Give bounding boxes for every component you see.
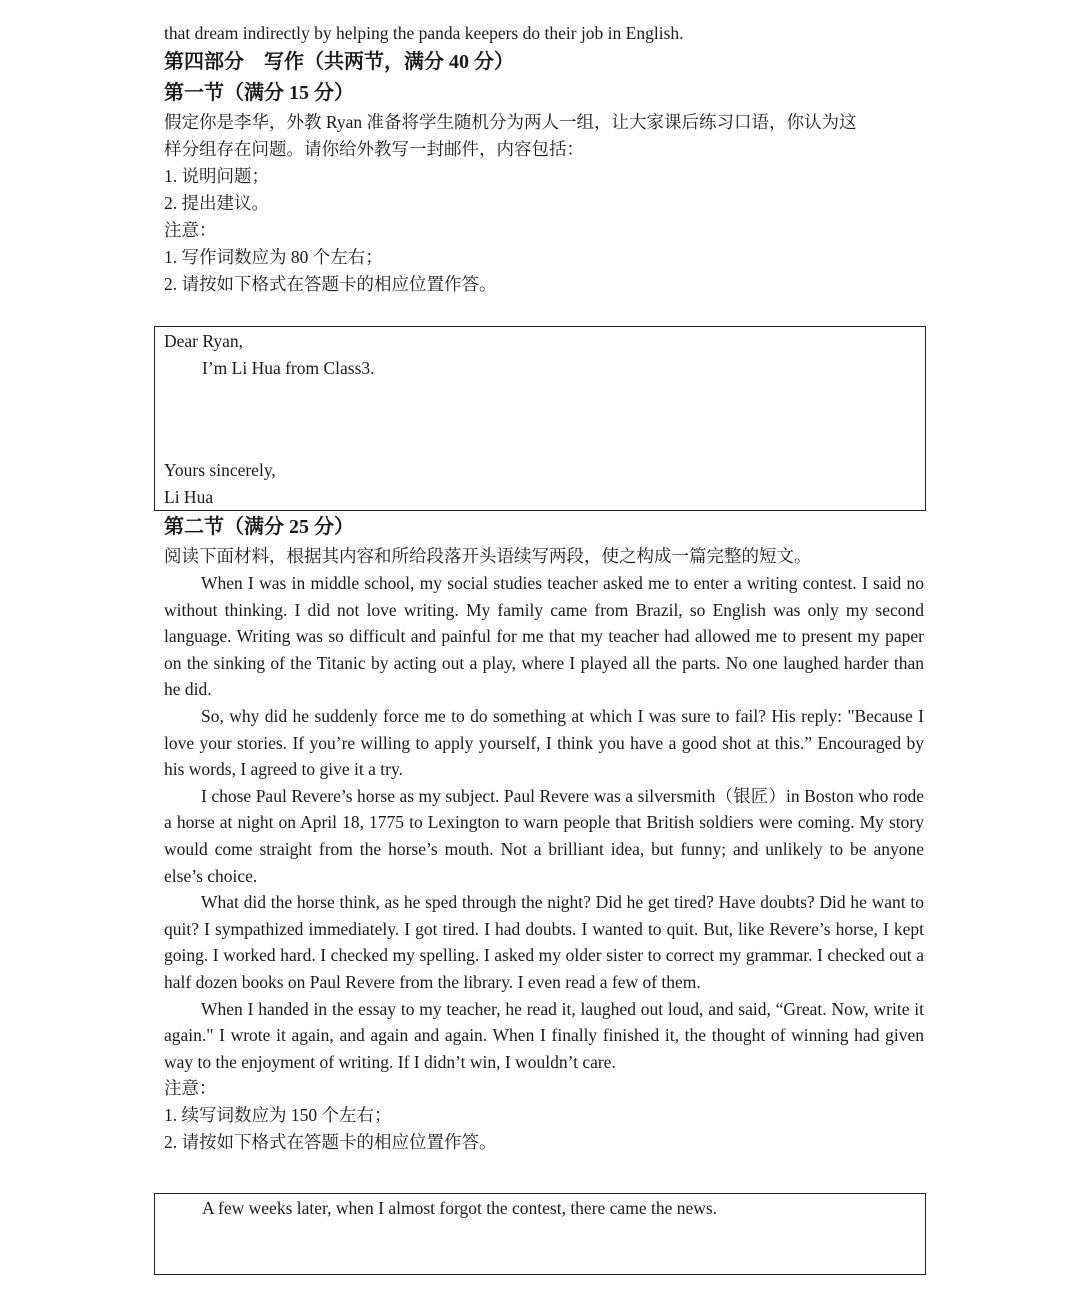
letter-answer-box	[154, 326, 926, 511]
section2-instruction: 阅读下面材料，根据其内容和所给段落开头语续写两段，使之构成一篇完整的短文。	[164, 546, 812, 566]
section1-item-2: 2. 提出建议。	[164, 193, 269, 213]
section2	[164, 512, 924, 1156]
section1-prompt-line1: 假定你是李华，外教 Ryan 准备将学生随机分为两人一组，让大家课后练习口语，你认为这	[164, 112, 857, 132]
story-paragraph-5: When I handed in the essay to my teacher, he read it, laughed out loud, and said, “Great. Now, write it again." I wrote it again, and again and again. When I finally finished it, the thought of winning had given way to the enjoyment of writing. If I didn’t win, I wouldn’t care.	[164, 998, 924, 1072]
section2-note-1: 1. 续写词数应为 150 个左右；	[164, 1105, 392, 1126]
story-paragraph-4: What did the horse think, as he sped through the night? Did he get tired? Have doubts? Did he want to quit? I sympathized immediately. I got tired. I had doubts. I wanted to quit. But, like Revere’s horse, I kept going. I worked hard. I checked my spelling. I asked my older sister to correct my grammar. I checked out a half dozen books on Paul Revere from the library. I even read a few of them.	[164, 892, 924, 992]
continuation-start-line: A few weeks later, when I almost forgot the contest, there came the news.	[202, 1198, 718, 1218]
story-paragraph-3: I chose Paul Revere’s horse as my subject. Paul Revere was a silversmith（银匠）in Boston who rode a horse at night on April 18, 1775 to Lexington to warn people that British soldiers were coming. My story would come straight from the horse’s mouth. Not a brilliant idea, but funny; and unlikely to be anyone else’s choice.	[164, 785, 924, 886]
section1-note-label: 注意：	[164, 220, 217, 240]
section1-item-1: 1. 说明问题；	[164, 166, 269, 186]
section1-title: 第一节（满分 15 分）	[164, 82, 354, 104]
section2-title: 第二节（满分 25 分）	[164, 516, 354, 538]
letter-signature: Li Hua	[164, 487, 214, 507]
section1-note-2: 2. 请按如下格式在答题卡的相应位置作答。	[164, 274, 497, 294]
letter-closing: Yours sincerely,	[164, 460, 276, 480]
exam-page	[164, 20, 924, 298]
story-paragraph-2: So, why did he suddenly force me to do something at which I was sure to fail? His reply: "Because I love your stories. If you’re willing to apply yourself, I think you have a good shot at this.” Encouraged by his words, I agreed to give it a try.	[164, 705, 924, 780]
letter-greeting: Dear Ryan,	[164, 331, 243, 351]
section1-prompt-line2: 样分组存在问题。请你给外教写一封邮件，内容包括：	[164, 139, 584, 159]
letter-opening: I’m Li Hua from Class3.	[202, 358, 375, 378]
section2-note-label: 注意：	[164, 1078, 217, 1099]
story-paragraph-1: When I was in middle school, my social studies teacher asked me to enter a writing contest. I said no without thinking. I did not love writing. My family came from Brazil, so English was only my second language. Writing was so difficult and painful for me that my teacher had allowed me to present my paper on the sinking of the Titanic by acting out a play, where I played all the parts. No one laughed harder than he did.	[164, 573, 924, 700]
section1-note-1: 1. 写作词数应为 80 个左右；	[164, 247, 383, 267]
continuation-answer-box	[154, 1193, 926, 1275]
carryover-line: that dream indirectly by helping the panda keepers do their job in English.	[164, 23, 684, 43]
section2-note-2: 2. 请按如下格式在答题卡的相应位置作答。	[164, 1132, 497, 1153]
part4-title: 第四部分 写作（共两节，满分 40 分）	[164, 51, 514, 73]
